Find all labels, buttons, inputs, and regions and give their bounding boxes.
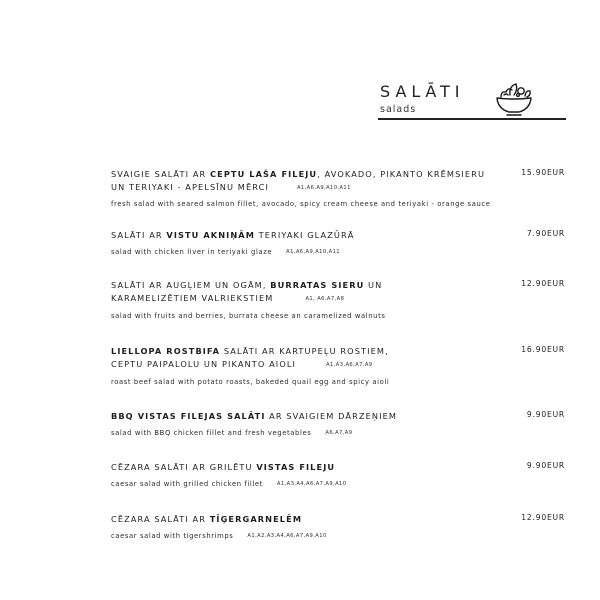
section-subtitle: salads bbox=[380, 104, 417, 115]
dish-name-highlight: BURRATAS SIERU bbox=[270, 280, 365, 290]
section-title: SALĀTI bbox=[380, 82, 465, 101]
dish-name bbox=[111, 345, 567, 372]
allergen-codes: A1,A6,A9,A10,A11 bbox=[296, 185, 351, 191]
dish-description: roast beef salad with potato roasts, bakeded quail egg and spicy aioli bbox=[111, 378, 390, 386]
dish-price: 16.90EUR bbox=[521, 345, 565, 354]
menu-header bbox=[378, 78, 566, 122]
dish-name-part: SVAIGIE SALĀTI AR bbox=[111, 169, 211, 179]
dish-price: 15.90EUR bbox=[521, 168, 565, 177]
dish-name-line2: KARAMELIZĒTIEM VALRIEKSTIEM bbox=[111, 293, 274, 303]
menu-item bbox=[111, 168, 567, 209]
dish-name-highlight: VISTAS FILEJU bbox=[256, 462, 336, 472]
dish-name-part: AR SVAIGIEM DĀRZEŅIEM bbox=[265, 411, 398, 421]
dish-name-part: SALĀTI AR bbox=[111, 230, 167, 240]
dish-price: 12.90EUR bbox=[521, 279, 565, 288]
menu-item bbox=[111, 345, 567, 387]
dish-name bbox=[111, 513, 567, 526]
dish-name-part: CĒZARA SALĀTI AR bbox=[111, 514, 210, 524]
dish-price: 12.90EUR bbox=[521, 513, 565, 522]
menu-item bbox=[111, 279, 567, 321]
dish-name-highlight: CEPTU LAŠA FILEJU bbox=[210, 169, 318, 179]
dish-description-text: salad with BBQ chicken fillet and fresh vegetables bbox=[111, 429, 312, 437]
salad-bowl-icon bbox=[492, 78, 536, 118]
allergen-codes: A1,A2,A3,A4,A6,A7,A9,A10 bbox=[247, 533, 327, 539]
dish-name-part: UN bbox=[364, 280, 383, 290]
dish-name-part: TERIYAKI GLAZŪRĀ bbox=[254, 230, 355, 240]
dish-name-part: SALĀTI AR AUGĻIEM UN OGĀM, bbox=[111, 280, 271, 290]
dish-description-text: salad with chicken liver in teriyaki glaze bbox=[111, 248, 273, 256]
allergen-codes: A1,A6,A9,A10,A11 bbox=[286, 249, 340, 255]
dish-name-part: CĒZARA SALĀTI AR GRILĒTU bbox=[111, 462, 257, 472]
dish-description: salad with fruits and berries, burrata cheese an caramelized walnuts bbox=[111, 312, 386, 320]
dish-description-text: caesar salad with tigershrimps bbox=[111, 532, 234, 540]
allergen-codes: A1,A3,A4,A6,A7,A9,A10 bbox=[276, 481, 347, 487]
dish-description bbox=[111, 480, 567, 489]
dish-description-text: caesar salad with grilled chicken fillet bbox=[111, 480, 263, 488]
allergen-codes: A6,A7,A9 bbox=[325, 430, 353, 436]
dish-price: 9.90EUR bbox=[526, 461, 565, 470]
dish-price: 9.90EUR bbox=[526, 410, 565, 419]
dish-name bbox=[111, 461, 567, 474]
dish-description bbox=[111, 429, 567, 438]
menu-item bbox=[111, 513, 567, 541]
dish-name-part: SALĀTI AR KARTUPEĻU ROSTIEM, bbox=[220, 346, 389, 356]
dish-description bbox=[111, 532, 567, 541]
dish-name bbox=[111, 410, 567, 423]
dish-name bbox=[111, 229, 567, 242]
menu-item bbox=[111, 461, 567, 489]
menu-item bbox=[111, 229, 567, 257]
header-divider bbox=[378, 118, 566, 120]
dish-name-line2: UN TERIYAKI - APELSĪNU MĒRCI bbox=[111, 182, 269, 192]
dish-name-line2: CEPTU PAIPALOLU UN PIKANTO AIOLI bbox=[111, 359, 297, 369]
dish-name-highlight: BBQ VISTAS FILEJAS SALĀTI bbox=[111, 411, 266, 421]
allergen-codes: A1,A3,A6,A7,A9 bbox=[326, 362, 373, 368]
dish-name bbox=[111, 168, 567, 195]
dish-price: 7.90EUR bbox=[526, 229, 565, 238]
dish-description bbox=[111, 248, 567, 257]
dish-description: fresh salad with seared salmon fillet, avocado, spicy cream cheese and teriyaki - orange sauce bbox=[111, 200, 491, 208]
allergen-codes: A1, A6,A7,A8 bbox=[305, 296, 345, 302]
dish-name bbox=[111, 279, 567, 306]
menu-item bbox=[111, 410, 567, 438]
dish-name-highlight: TĪĢERGARNELĒM bbox=[209, 514, 303, 524]
dish-name-highlight: LIELLOPA ROSTBIFA bbox=[111, 346, 221, 356]
dish-name-part: , AVOKADO, PIKANTO KRĒMSIERU bbox=[317, 169, 486, 179]
dish-name-highlight: VISTU AKNIŅĀM bbox=[166, 230, 255, 240]
